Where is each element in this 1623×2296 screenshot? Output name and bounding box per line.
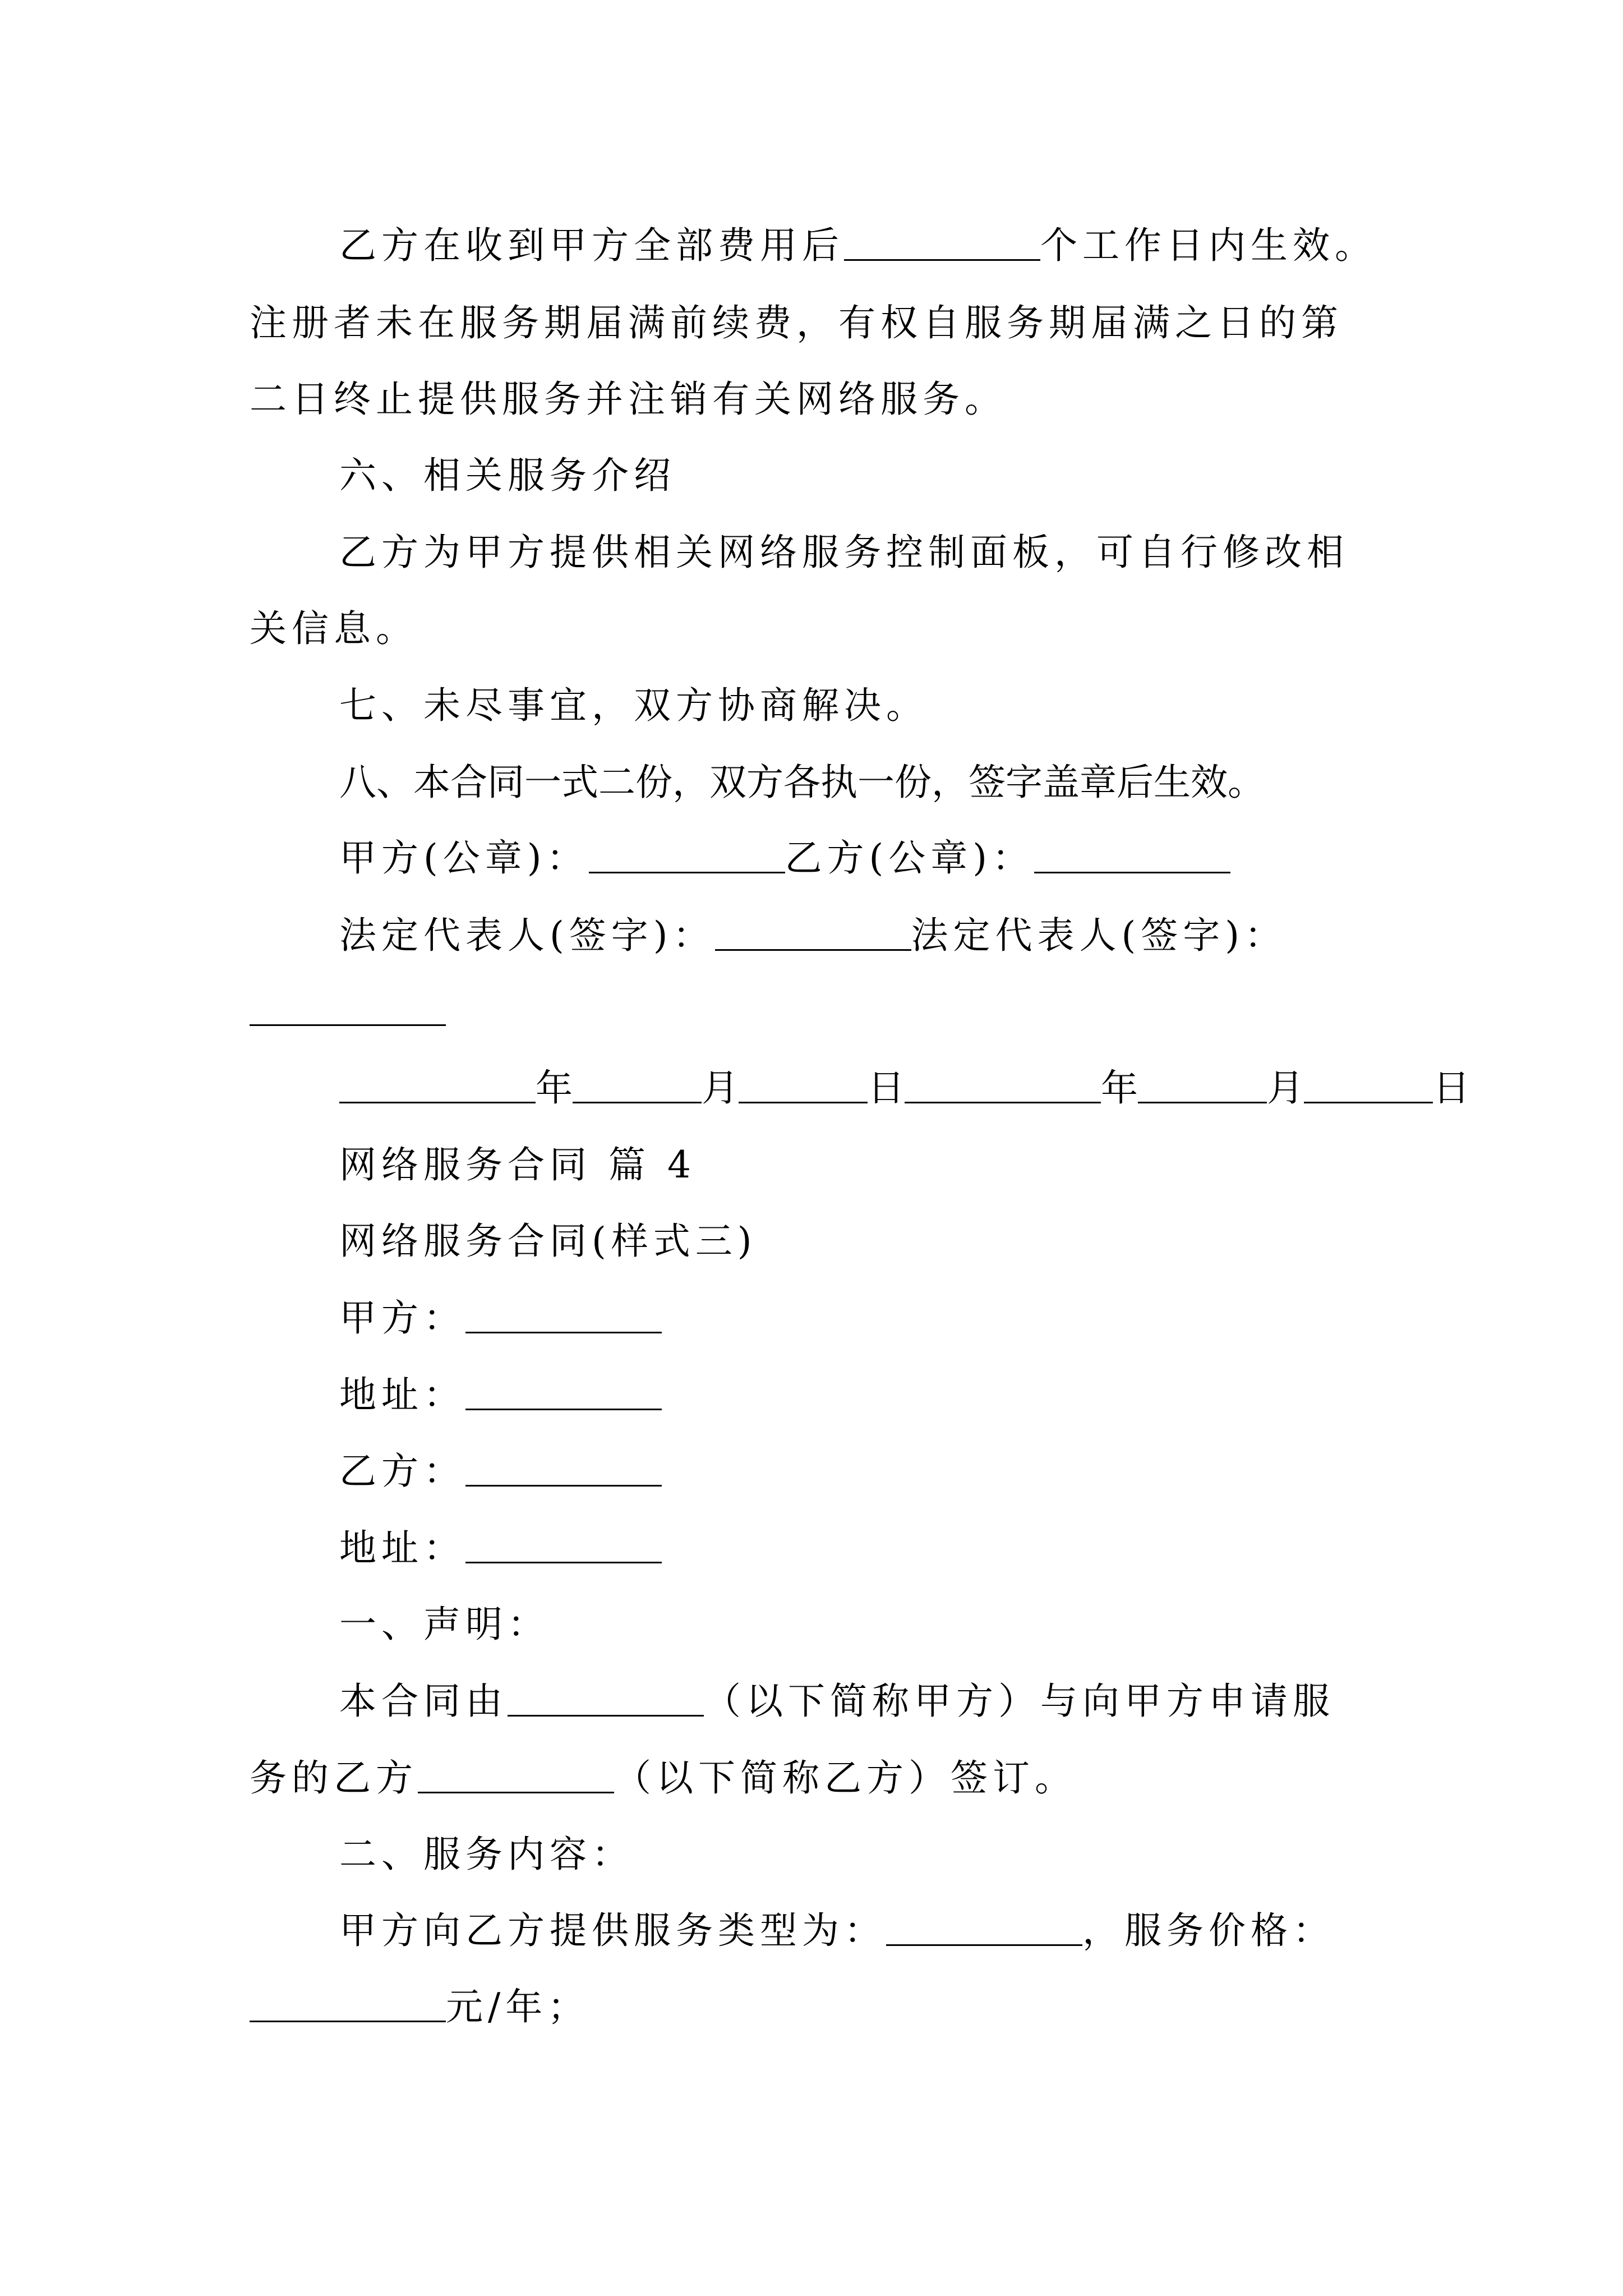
service-type-line [339, 1908, 1335, 1953]
blank-field [465, 1296, 662, 1333]
address-line [339, 1526, 662, 1571]
text-segment: 甲方向乙方提供服务类型为： [339, 1909, 886, 1952]
text-segment: 乙方(公章)： [785, 836, 1034, 880]
text-segment: 年 [1101, 1066, 1138, 1110]
text-segment: 注册者未在服务期届满前续费，有权自服务期届满之日的第 [250, 301, 1343, 344]
paragraph-line [250, 1756, 1077, 1801]
text-segment: 七、未尽事宜，双方协商解决。 [339, 684, 928, 727]
text-segment: 一、声明： [339, 1603, 550, 1646]
section-heading [339, 1832, 634, 1877]
line-dates [339, 1066, 1470, 1111]
section-heading [339, 1602, 550, 1647]
text-segment: 地址： [339, 1373, 465, 1416]
text-segment: 法定代表人(签字)： [339, 914, 715, 957]
blank-field [250, 988, 446, 1026]
text-segment: 甲方： [339, 1296, 465, 1340]
address-line [339, 1373, 662, 1418]
contract-title [339, 1219, 757, 1264]
line-seals [339, 836, 1230, 881]
text-segment: 地址： [339, 1526, 465, 1570]
blank-field [339, 1066, 536, 1103]
text-segment: 月 [702, 1066, 739, 1110]
section-heading [339, 683, 928, 728]
text-segment: 乙方： [339, 1450, 465, 1493]
text-segment: 日 [1433, 1066, 1470, 1110]
text-segment: 元/年； [446, 1985, 590, 2028]
section-heading [339, 453, 676, 498]
paragraph-line [339, 530, 1349, 575]
text-segment: 甲方(公章)： [339, 836, 589, 880]
line-legal-representatives [339, 913, 1287, 958]
text-segment: 乙方为甲方提供相关网络服务控制面板，可自行修改相 [339, 531, 1349, 574]
blank-field [465, 1526, 662, 1563]
blank-field [1304, 1066, 1433, 1103]
text-segment: 月 [1267, 1066, 1304, 1110]
text-segment: 关信息。 [250, 607, 418, 650]
blank-field [905, 1066, 1101, 1103]
text-segment: 二、服务内容： [339, 1833, 634, 1876]
paragraph-line [250, 606, 418, 651]
text-segment: 六、相关服务介绍 [339, 454, 676, 497]
blank-field [739, 1066, 868, 1103]
blank-field [589, 836, 785, 873]
article-title [339, 1143, 696, 1188]
text-segment: 日 [868, 1066, 905, 1110]
text-segment: 年 [536, 1066, 573, 1110]
paragraph-line [250, 301, 1343, 346]
text-segment: 个工作日内生效。 [1040, 224, 1377, 267]
text-segment: （以下简称甲方）与向甲方申请服 [704, 1680, 1335, 1723]
blank-field [886, 1908, 1082, 1946]
line-effective-days [339, 223, 1377, 268]
paragraph-line [250, 377, 1007, 422]
text-segment: 乙方在收到甲方全部费用后 [339, 224, 844, 267]
line-blank [250, 988, 446, 1033]
text-segment: 二日终止提供服务并注销有关网络服务。 [250, 378, 1007, 421]
text-segment: （以下简称乙方）签订。 [614, 1756, 1077, 1800]
text-segment: 法定代表人(签字)： [911, 914, 1287, 957]
party-b-line [339, 1449, 662, 1494]
blank-field [250, 1985, 446, 2022]
text-segment: 本合同由 [339, 1680, 508, 1723]
blank-field [1034, 836, 1230, 873]
text-segment: 务的乙方 [250, 1756, 418, 1800]
text-segment: 网络服务合同(样式三) [339, 1220, 757, 1263]
blank-field [573, 1066, 702, 1103]
text-segment: ，服务价格： [1082, 1909, 1335, 1952]
paragraph-line [339, 1679, 1335, 1724]
price-line [250, 1985, 589, 2030]
blank-field [465, 1449, 662, 1487]
blank-field [715, 913, 911, 951]
party-a-line [339, 1296, 662, 1341]
blank-field [465, 1373, 662, 1410]
text-segment: 网络服务合同 篇 4 [339, 1143, 696, 1186]
text-segment: 八、本合同一式二份，双方各执一份，签字盖章后生效。 [339, 761, 1265, 804]
blank-field [844, 223, 1040, 261]
blank-field [1138, 1066, 1267, 1103]
section-heading [339, 760, 1265, 805]
blank-field [508, 1679, 704, 1717]
blank-field [418, 1756, 614, 1793]
